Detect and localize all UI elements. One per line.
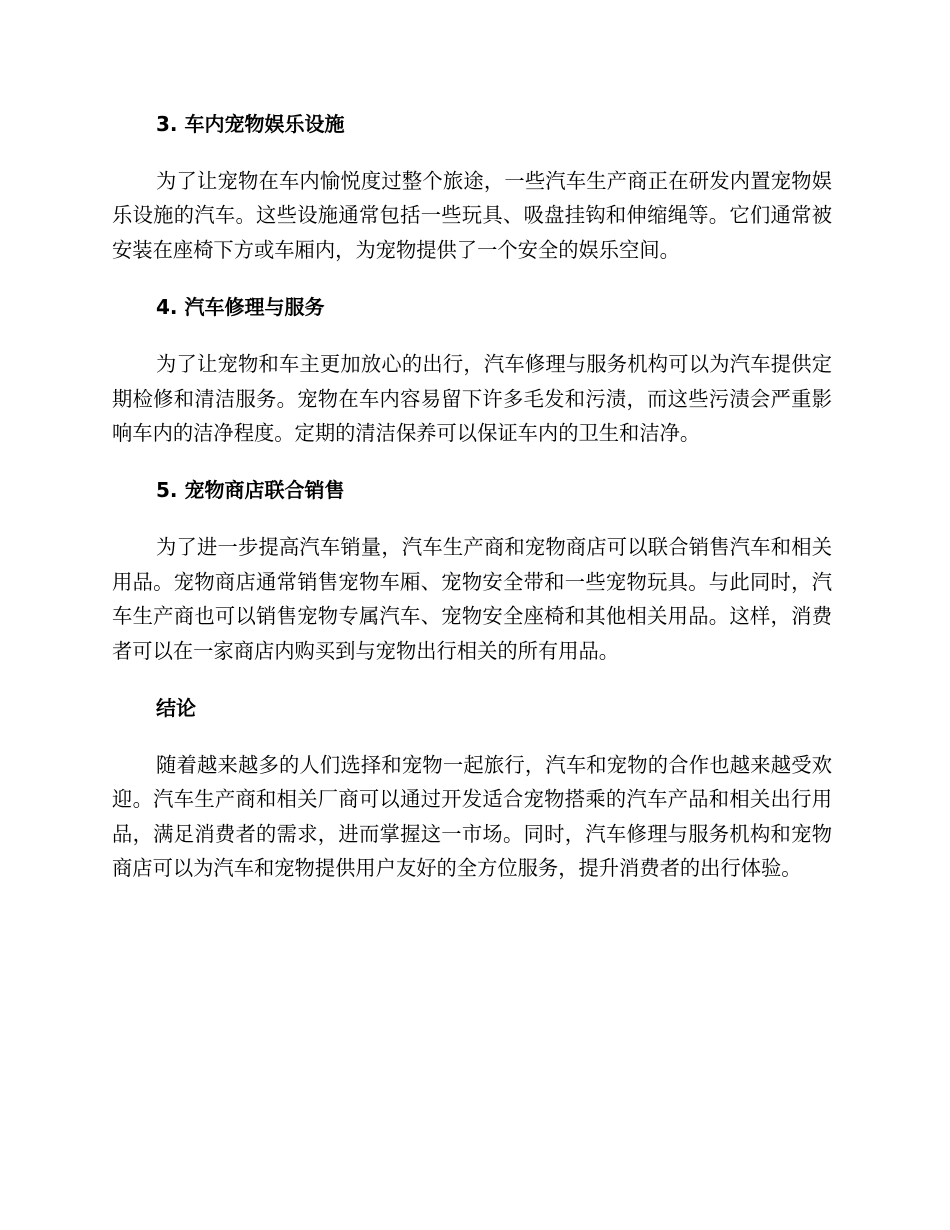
section-body-joint-sales: 为了进一步提高汽车销量，汽车生产商和宠物商店可以联合销售汽车和相关用品。宠物商店通常销售宠物车厢、宠物安全带和一些宠物玩具。与此同时，汽车生产商也可以销售宠物专属汽车、宠物安全座椅和其他相关用品。这样，消费者可以在一家商店内购买到与宠物出行相关的所有用品。	[112, 535, 832, 663]
section-heading-joint-sales: 5. 宠物商店联合销售	[156, 478, 345, 503]
section-heading-conclusion: 结论	[156, 696, 196, 721]
document-page	[112, 108, 832, 886]
section-body-car-repair: 为了让宠物和车主更加放心的出行，汽车修理与服务机构可以为汽车提供定期检修和清洁服务。宠物在车内容易留下许多毛发和污渍，而这些污渍会严重影响车内的洁净程度。定期的清洁保养可以保证车内的卫生和洁净。	[112, 352, 832, 446]
section-body-conclusion: 随着越来越多的人们选择和宠物一起旅行，汽车和宠物的合作也越来越受欢迎。汽车生产商和相关厂商可以通过开发适合宠物搭乘的汽车产品和相关出行用品，满足消费者的需求，进而掌握这一市场。同时，汽车修理与服务机构和宠物商店可以为汽车和宠物提供用户友好的全方位服务，提升消费者的出行体验。	[112, 753, 832, 881]
section-body-pet-entertainment: 为了让宠物在车内愉悦度过整个旅途，一些汽车生产商正在研发内置宠物娱乐设施的汽车。这些设施通常包括一些玩具、吸盘挂钩和伸缩绳等。它们通常被安装在座椅下方或车厢内，为宠物提供了一个安全的娱乐空间。	[112, 169, 832, 262]
section-heading-car-repair: 4. 汽车修理与服务	[156, 295, 325, 320]
section-heading-pet-entertainment: 3. 车内宠物娱乐设施	[156, 112, 345, 136]
